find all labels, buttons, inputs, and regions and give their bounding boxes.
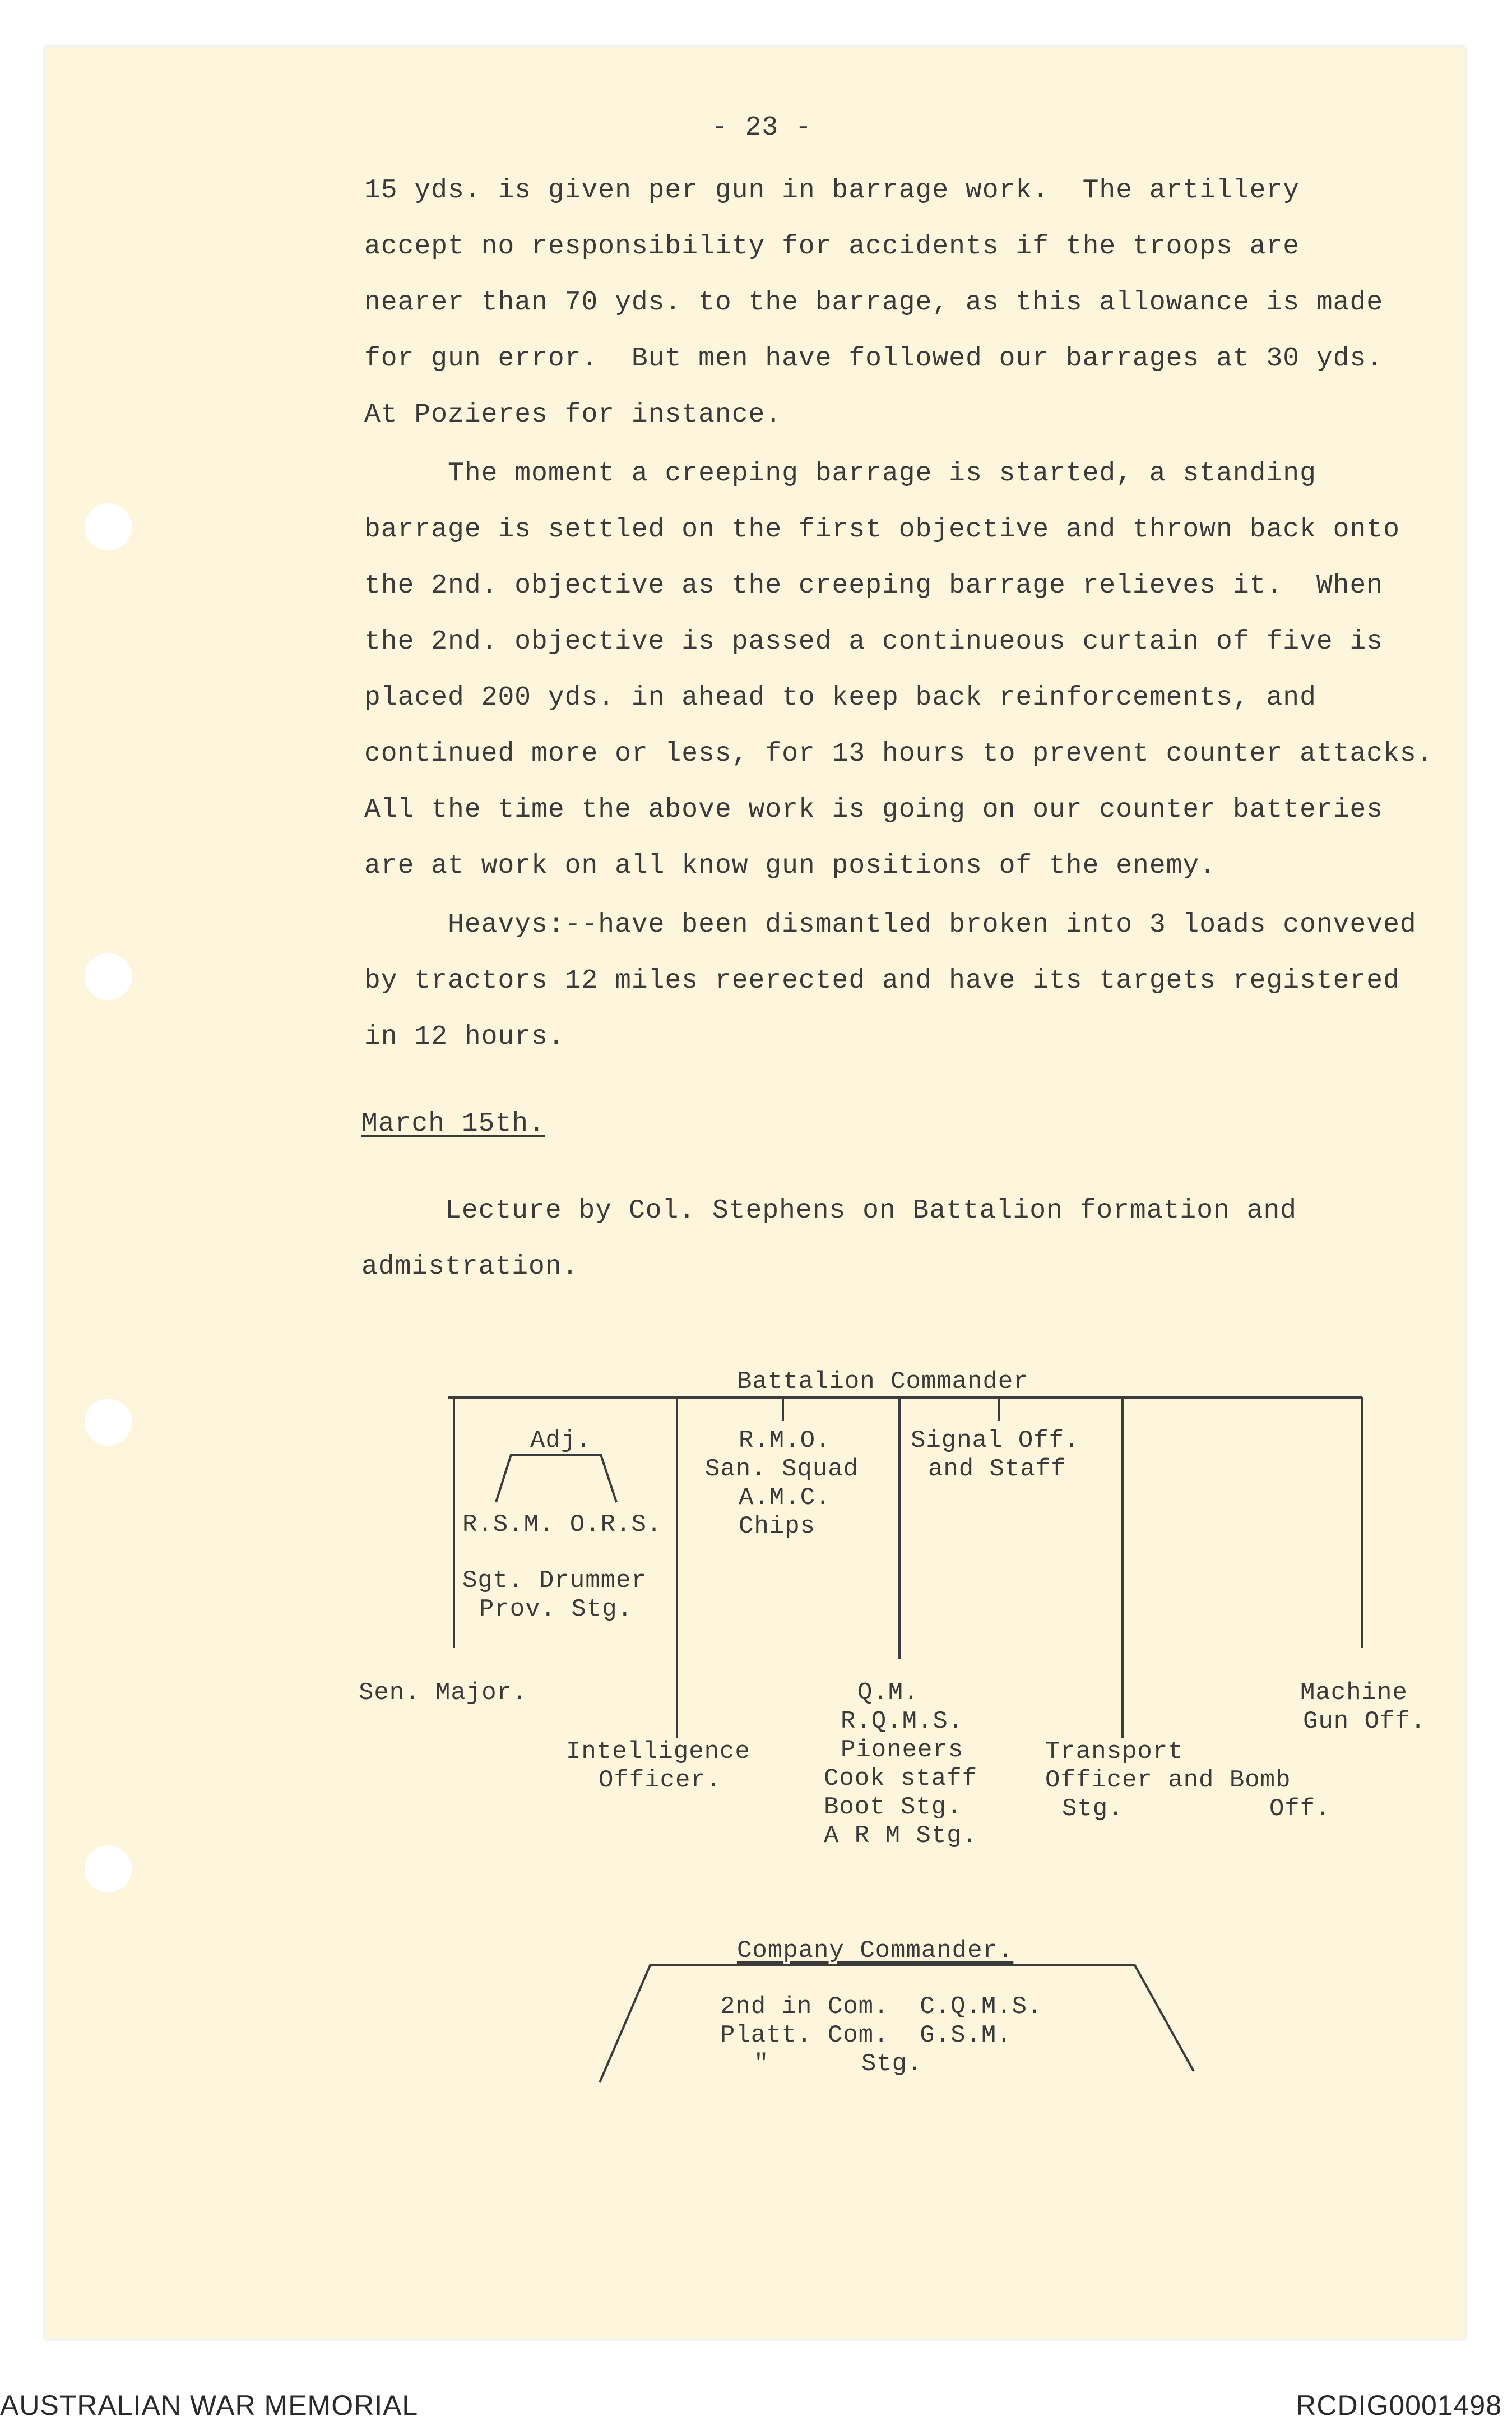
qm-label: Q.M. [857,1679,919,1707]
sen-major-label: Sen. Major. [359,1679,528,1707]
bomb-off-label: Off. [1269,1795,1331,1823]
company-row: Platt. Com. G.S.M. [720,2021,1012,2049]
body-line: continued more or less, for 13 hours to prevent counter attacks. [364,739,1434,769]
intelligence-label: Intelligence [566,1738,750,1766]
arm-stg-label: A R M Stg. [824,1822,978,1850]
transport-label: Stg. [1062,1795,1124,1823]
company-commander: Company Commander. [737,1937,1014,1965]
boot-stg-label: Boot Stg. [824,1793,962,1821]
body-line: All the time the above work is going on our counter batteries [364,795,1384,825]
company-row: " Stg. [754,2050,923,2078]
body-line: the 2nd. objective is passed a continueous curtain of five is [364,627,1384,657]
amc-label: A.M.C. [739,1484,831,1512]
body-line: in 12 hours. [364,1022,565,1052]
chips-label: Chips [739,1512,816,1540]
lecture-line: admistration. [361,1252,579,1282]
rmo-label: R.M.O. [739,1427,831,1455]
battalion-commander: Battalion Commander [737,1368,1029,1396]
cook-staff-label: Cook staff [824,1765,978,1793]
lecture-line: Lecture by Col. Stephens on Battalion formation and [361,1196,1297,1226]
machine-gun-label: Machine [1300,1679,1408,1707]
prov-label: Prov. Stg. [479,1595,633,1623]
body-line: for gun error. But men have followed our barrages at 30 yds. [364,344,1384,374]
body-line: barrage is settled on the first objective and thrown back onto [364,515,1400,545]
rqms-label: R.Q.M.S. [841,1707,964,1735]
body-line: by tractors 12 miles reerected and have its targets registered [364,966,1400,996]
footer-id: RCDIG0001498 [1296,2390,1502,2421]
adj-label: Adj. [530,1427,592,1455]
and-staff-label: and Staff [928,1455,1066,1483]
body-line: accept no responsibility for accidents if the troops are [364,232,1300,262]
transport-label: Officer and Bomb [1045,1766,1291,1794]
date-heading: March 15th. [361,1109,545,1139]
pioneers-label: Pioneers [841,1736,964,1764]
body-line: placed 200 yds. in ahead to keep back reinforcements, and [364,683,1316,713]
san-squad-label: San. Squad [705,1455,859,1483]
page-number: - 23 - [712,113,812,143]
footer-source: AUSTRALIAN WAR MEMORIAL [0,2390,419,2421]
body-line: At Pozieres for instance. [364,400,782,430]
machine-gun-label: Gun Off. [1303,1707,1426,1735]
transport-label: Transport [1045,1738,1184,1766]
signal-off-label: Signal Off. [911,1427,1080,1455]
body-line: 15 yds. is given per gun in barrage work. The artillery [364,175,1300,206]
intelligence-label: Officer. [599,1766,722,1794]
adj-bracket [496,1455,616,1502]
body-line: The moment a creeping barrage is started, a standing [364,459,1316,489]
company-row: 2nd in Com. C.Q.M.S. [720,1993,1043,2021]
body-line: are at work on all know gun positions of the enemy. [364,851,1217,881]
rsm-ors-label: R.S.M. O.R.S. [462,1511,662,1539]
drummer-label: Sgt. Drummer [462,1567,647,1595]
body-line: nearer than 70 yds. to the barrage, as this allowance is made [364,288,1384,318]
body-line: Heavys:--have been dismantled broken into 3 loads conveved [364,910,1417,940]
body-line: the 2nd. objective as the creeping barrage relieves it. When [364,571,1384,601]
